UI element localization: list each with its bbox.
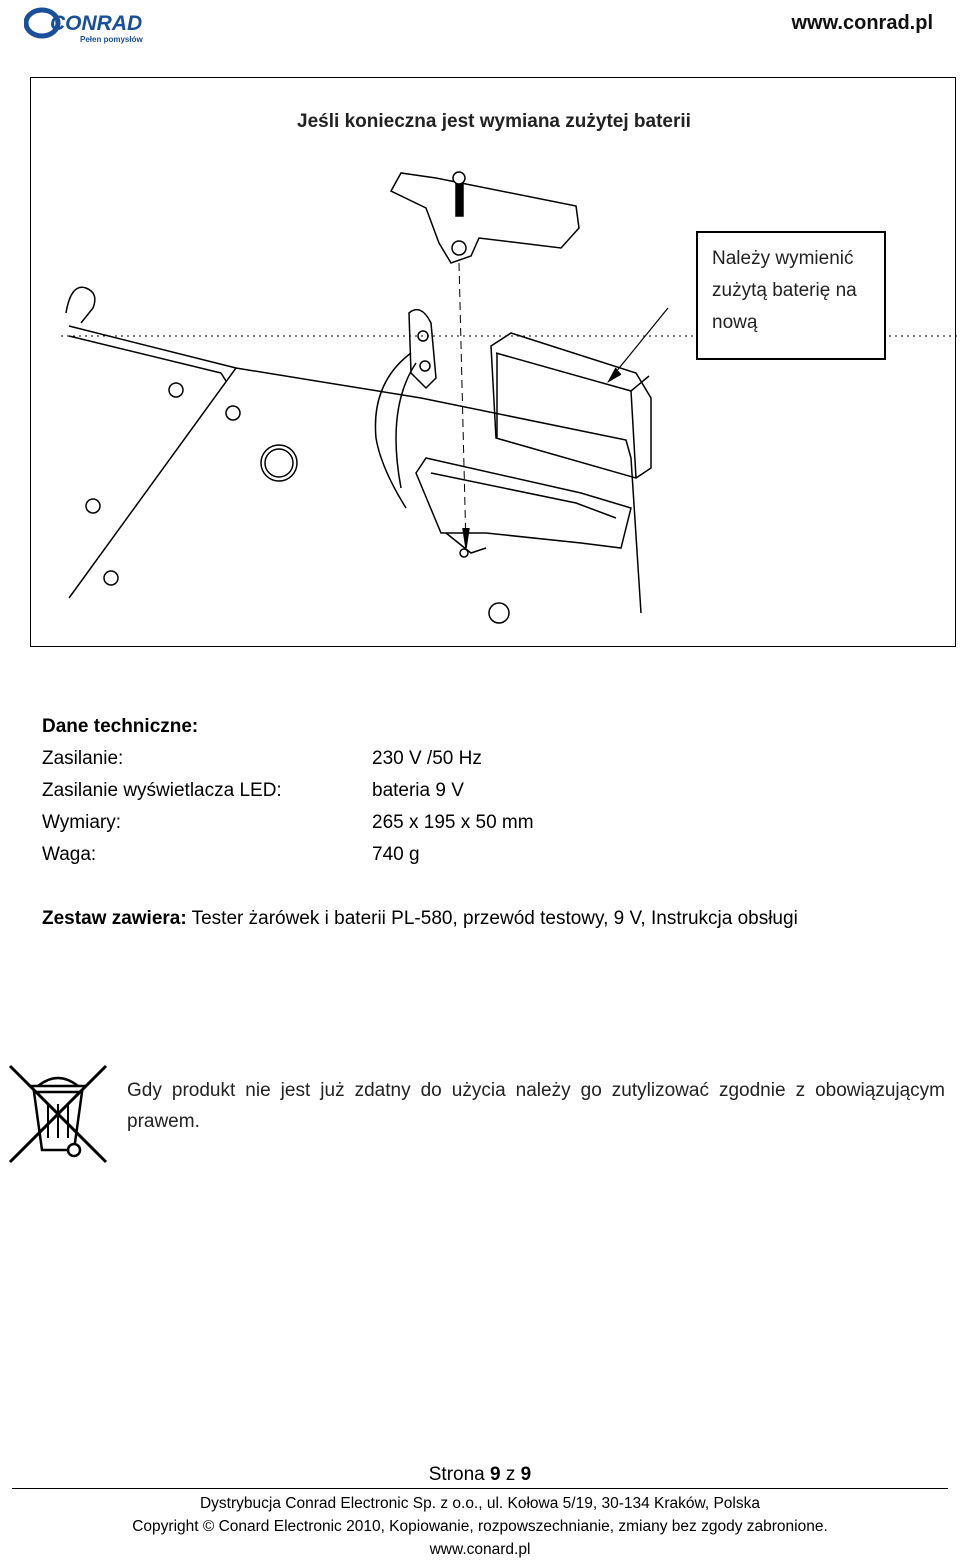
- spec-label: Zasilanie wyświetlacza LED:: [42, 780, 282, 801]
- figure-frame: [30, 77, 956, 647]
- callout-line: zużytą baterię na: [712, 280, 857, 301]
- footer-copyright: Copyright © Conard Electronic 2010, Kopiowanie, rozpowszechnianie, zmiany bez zgody zabronione.: [132, 1518, 828, 1535]
- spec-value: 265 x 195 x 50 mm: [372, 812, 534, 833]
- spec-value: bateria 9 V: [372, 780, 464, 801]
- page-current: 9: [490, 1464, 501, 1485]
- spec-value: 230 V /50 Hz: [372, 748, 482, 769]
- package-contents: [42, 908, 798, 930]
- page-separator: z: [500, 1464, 521, 1485]
- callout-line: nową: [712, 312, 758, 333]
- spec-value: 740 g: [372, 844, 420, 865]
- spec-label: Zasilanie:: [42, 748, 124, 769]
- callout-line: Należy wymienić: [712, 248, 854, 269]
- spec-label: Waga:: [42, 844, 97, 865]
- logo-tagline: Pełen pomysłów: [80, 35, 143, 44]
- battery-replacement-drawing: [31, 78, 957, 648]
- contents-label: Zestaw zawiera:: [42, 908, 187, 929]
- spec-label: Wymiary:: [42, 812, 121, 833]
- footer-distributor: Dystrybucja Conrad Electronic Sp. z o.o., ul. Kołowa 5/19, 30-134 Kraków, Polska: [199, 1495, 760, 1512]
- crossed-out-wheelie-bin-icon: [8, 1064, 108, 1164]
- page-number: [0, 1464, 960, 1486]
- specs-heading: Dane techniczne:: [42, 716, 199, 737]
- battery-callout: [696, 231, 886, 360]
- conrad-logo: [24, 6, 144, 46]
- logo-wordmark: CONRAD: [50, 12, 143, 35]
- footer-divider: [12, 1488, 948, 1489]
- figure-title: Jeśli konieczna jest wymiana zużytej baterii: [297, 111, 691, 132]
- footer-url: www.conard.pl: [429, 1541, 531, 1558]
- page-prefix: Strona: [428, 1464, 491, 1485]
- page-total: 9: [520, 1464, 532, 1485]
- disposal-notice: Gdy produkt nie jest już zdatny do użycia należy go zutylizować zgodnie z obowiązującym prawem.: [127, 1080, 945, 1132]
- contents-text: Tester żarówek i baterii PL-580, przewód testowy, 9 V, Instrukcja obsługi: [186, 908, 798, 929]
- site-url: www.conrad.pl: [791, 12, 933, 34]
